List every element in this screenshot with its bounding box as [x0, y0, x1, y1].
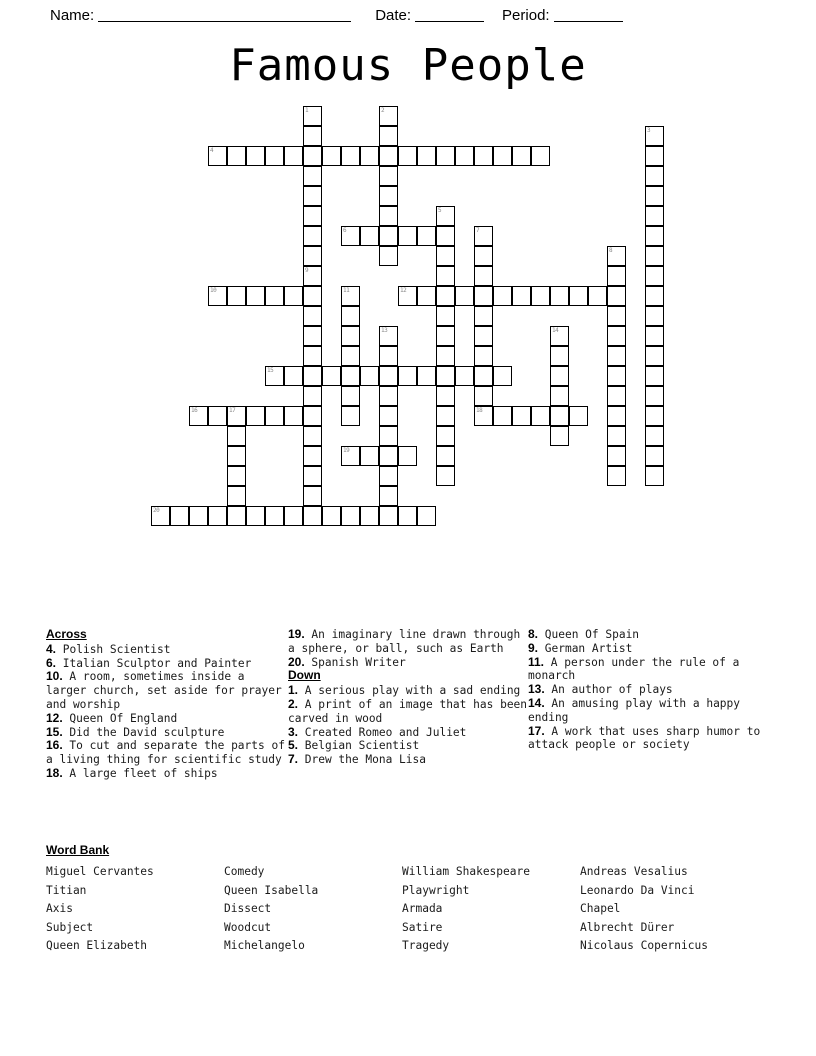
- cell-number: 19: [343, 447, 350, 454]
- crossword-cell[interactable]: [379, 446, 398, 466]
- crossword-cell[interactable]: [436, 306, 455, 326]
- word-bank-item: Dissect: [224, 902, 272, 915]
- crossword-cell[interactable]: [379, 186, 398, 206]
- crossword-cell[interactable]: [436, 406, 455, 426]
- clue-number: 20.: [288, 654, 305, 669]
- crossword-cell[interactable]: [227, 446, 246, 466]
- crossword-cell[interactable]: [645, 306, 664, 326]
- crossword-cell[interactable]: [436, 146, 455, 166]
- crossword-cell[interactable]: [436, 426, 455, 446]
- crossword-cell[interactable]: [607, 446, 626, 466]
- word-bank-item: Woodcut: [224, 920, 272, 934]
- crossword-cell[interactable]: [341, 386, 360, 406]
- crossword-cell[interactable]: [607, 306, 626, 326]
- crossword-cell[interactable]: [265, 506, 284, 526]
- crossword-cell[interactable]: [360, 366, 379, 386]
- crossword-cell[interactable]: [607, 466, 626, 486]
- clue-item: [288, 698, 528, 726]
- across-heading: Across: [46, 627, 87, 641]
- crossword-cell[interactable]: [645, 226, 664, 246]
- crossword-cell[interactable]: [436, 206, 455, 226]
- clues-column-3: [528, 628, 786, 752]
- word-bank-item: Nicolaus Copernicus: [580, 939, 708, 952]
- clue-item: [46, 657, 288, 671]
- word-bank-item: Albrecht Dürer: [580, 920, 675, 934]
- crossword-cell[interactable]: [303, 406, 322, 426]
- crossword-cell[interactable]: [303, 346, 322, 366]
- crossword-cell[interactable]: [208, 506, 227, 526]
- crossword-cell[interactable]: [360, 446, 379, 466]
- cell-number: 20: [153, 507, 160, 514]
- crossword-cell[interactable]: [265, 406, 284, 426]
- crossword-cell[interactable]: [474, 146, 493, 166]
- cell-number: 3: [647, 127, 651, 134]
- period-label: Period:: [502, 6, 550, 24]
- clue-item: [288, 726, 528, 740]
- crossword-cell[interactable]: [550, 426, 569, 446]
- clue-text: A room, sometimes inside a larger church, set aside for prayer and worship: [46, 670, 282, 711]
- crossword-cell[interactable]: [550, 346, 569, 366]
- crossword-cell[interactable]: [303, 366, 322, 386]
- crossword-cell[interactable]: [512, 146, 531, 166]
- crossword-cell[interactable]: [645, 206, 664, 226]
- crossword-cell[interactable]: [645, 166, 664, 186]
- crossword-cell[interactable]: [303, 266, 322, 286]
- crossword-cell[interactable]: [645, 326, 664, 346]
- crossword-cell[interactable]: [246, 286, 265, 306]
- crossword-cell[interactable]: [303, 306, 322, 326]
- clue-number: 9.: [528, 640, 539, 655]
- crossword-cell[interactable]: [379, 506, 398, 526]
- word-bank-item: Tragedy: [402, 939, 450, 952]
- crossword-cell[interactable]: [550, 406, 569, 426]
- clue-number: 6.: [46, 655, 57, 670]
- crossword-cell[interactable]: [379, 386, 398, 406]
- crossword-cell[interactable]: [645, 446, 664, 466]
- crossword-cell[interactable]: [303, 486, 322, 506]
- clue-number: 14.: [528, 695, 545, 710]
- clue-number: 11.: [528, 654, 545, 669]
- crossword-cell[interactable]: [607, 406, 626, 426]
- crossword-cell[interactable]: [417, 506, 436, 526]
- crossword-cell[interactable]: [189, 506, 208, 526]
- crossword-cell[interactable]: [607, 286, 626, 306]
- crossword-cell[interactable]: [512, 406, 531, 426]
- crossword-cell[interactable]: [379, 486, 398, 506]
- clue-number: 12.: [46, 710, 63, 725]
- crossword-cell[interactable]: [379, 206, 398, 226]
- crossword-cell[interactable]: [531, 146, 550, 166]
- clue-item: [528, 683, 786, 697]
- crossword-cell[interactable]: [436, 266, 455, 286]
- crossword-cell[interactable]: [322, 366, 341, 386]
- cell-number: 13: [381, 327, 388, 334]
- crossword-cell[interactable]: [645, 346, 664, 366]
- word-bank-section: [46, 843, 786, 953]
- crossword-cell[interactable]: [379, 406, 398, 426]
- crossword-cell[interactable]: [303, 106, 322, 126]
- cell-number: 15: [267, 367, 274, 374]
- crossword-cell[interactable]: [341, 286, 360, 306]
- cell-number: 12: [400, 287, 407, 294]
- crossword-cell[interactable]: [322, 506, 341, 526]
- word-bank-list: [46, 865, 786, 953]
- crossword-cell[interactable]: [398, 286, 417, 306]
- crossword-cell[interactable]: [379, 126, 398, 146]
- crossword-cell[interactable]: [379, 346, 398, 366]
- crossword-cell[interactable]: [474, 286, 493, 306]
- clue-text: A work that uses sharp humor to attack people or society: [528, 724, 761, 752]
- word-bank-item: Queen Isabella: [224, 883, 319, 897]
- crossword-cell[interactable]: [303, 126, 322, 146]
- word-bank-item: William Shakespeare: [402, 865, 530, 878]
- crossword-cell[interactable]: [189, 406, 208, 426]
- clue-number: 7.: [288, 752, 299, 767]
- clue-number: 13.: [528, 682, 545, 697]
- clue-number: 1.: [288, 683, 299, 698]
- clue-number: 5.: [288, 738, 299, 753]
- crossword-cell[interactable]: [455, 286, 474, 306]
- crossword-cell[interactable]: [341, 306, 360, 326]
- crossword-cell[interactable]: [645, 126, 664, 146]
- clue-text: A serious play with a sad ending: [298, 684, 521, 698]
- crossword-cell[interactable]: [379, 466, 398, 486]
- crossword-cell[interactable]: [607, 246, 626, 266]
- word-bank-item: Andreas Vesalius: [580, 865, 688, 878]
- crossword-cell[interactable]: [303, 446, 322, 466]
- crossword-cell[interactable]: [303, 186, 322, 206]
- cell-number: 1: [305, 107, 309, 114]
- crossword-cell[interactable]: [474, 326, 493, 346]
- crossword-cell[interactable]: [227, 406, 246, 426]
- crossword-cell[interactable]: [379, 246, 398, 266]
- crossword-cell[interactable]: [303, 506, 322, 526]
- crossword-cell[interactable]: [227, 466, 246, 486]
- crossword-cell[interactable]: [607, 426, 626, 446]
- crossword-cell[interactable]: [208, 286, 227, 306]
- date-label: Date:: [375, 6, 412, 24]
- clue-text: Did the David sculpture: [62, 725, 225, 739]
- clue-item: [46, 739, 288, 767]
- crossword-cell[interactable]: [645, 426, 664, 446]
- clue-text: Drew the Mona Lisa: [298, 753, 426, 767]
- clue-item: [46, 726, 288, 740]
- clue-text: Created Romeo and Juliet: [298, 725, 467, 739]
- crossword-cell[interactable]: [303, 286, 322, 306]
- crossword-cell[interactable]: [436, 346, 455, 366]
- clue-item: [288, 628, 528, 656]
- crossword-cell[interactable]: [246, 406, 265, 426]
- cell-number: 17: [229, 407, 236, 414]
- crossword-cell[interactable]: [379, 426, 398, 446]
- clue-number: 18.: [46, 765, 63, 780]
- crossword-cell[interactable]: [303, 166, 322, 186]
- crossword-cell[interactable]: [284, 146, 303, 166]
- crossword-cell[interactable]: [474, 306, 493, 326]
- cell-number: 14: [552, 327, 559, 334]
- crossword-cell[interactable]: [379, 146, 398, 166]
- cell-number: 11: [343, 287, 350, 294]
- crossword-cell[interactable]: [227, 146, 246, 166]
- crossword-cell[interactable]: [379, 226, 398, 246]
- crossword-cell[interactable]: [379, 326, 398, 346]
- crossword-cell[interactable]: [341, 326, 360, 346]
- crossword-cell[interactable]: [645, 186, 664, 206]
- crossword-cell[interactable]: [379, 106, 398, 126]
- crossword-cell[interactable]: [474, 266, 493, 286]
- crossword-cell[interactable]: [645, 366, 664, 386]
- cell-number: 7: [476, 227, 480, 234]
- crossword-cell[interactable]: [493, 406, 512, 426]
- crossword-cell[interactable]: [303, 246, 322, 266]
- clue-number: 17.: [528, 723, 545, 738]
- clue-text: An author of plays: [544, 683, 673, 697]
- crossword-cell[interactable]: [303, 426, 322, 446]
- crossword-cell[interactable]: [398, 226, 417, 246]
- crossword-cell[interactable]: [284, 286, 303, 306]
- crossword-cell[interactable]: [341, 506, 360, 526]
- crossword-cell[interactable]: [265, 146, 284, 166]
- clue-item: [528, 642, 786, 656]
- cell-number: 8: [609, 247, 613, 254]
- word-bank-item: Michelangelo: [224, 939, 305, 952]
- clue-text: An amusing play with a happy ending: [528, 696, 741, 724]
- crossword-cell[interactable]: [151, 506, 170, 526]
- crossword-cell[interactable]: [474, 346, 493, 366]
- crossword-cell[interactable]: [455, 366, 474, 386]
- crossword-cell[interactable]: [398, 366, 417, 386]
- crossword-cell[interactable]: [417, 146, 436, 166]
- crossword-cell[interactable]: [341, 146, 360, 166]
- crossword-cell[interactable]: [246, 146, 265, 166]
- clue-number: 4.: [46, 641, 57, 656]
- crossword-cell[interactable]: [645, 246, 664, 266]
- clue-text: A person under the rule of a monarch: [528, 655, 740, 683]
- clues-column-1: [46, 628, 288, 781]
- crossword-cell[interactable]: [360, 506, 379, 526]
- crossword-cell[interactable]: [607, 346, 626, 366]
- crossword-cell[interactable]: [360, 146, 379, 166]
- cell-number: 6: [343, 227, 347, 234]
- clue-text: Queen Of Spain: [538, 628, 640, 641]
- cell-number: 18: [476, 407, 483, 414]
- clue-number: 15.: [46, 724, 63, 739]
- crossword-cell[interactable]: [360, 226, 379, 246]
- word-bank-item: Playwright: [402, 883, 470, 897]
- crossword-cell[interactable]: [436, 446, 455, 466]
- clues-section: [46, 628, 786, 781]
- clue-text: Belgian Scientist: [298, 739, 420, 753]
- crossword-cell[interactable]: [474, 246, 493, 266]
- clue-number: 3.: [288, 724, 299, 739]
- crossword-cell[interactable]: [645, 386, 664, 406]
- word-bank-item: Miguel Cervantes: [46, 865, 154, 878]
- crossword-cell[interactable]: [303, 326, 322, 346]
- word-bank-item: Axis: [46, 902, 73, 915]
- clue-text: Italian Sculptor and Painter: [56, 656, 252, 670]
- crossword-cell[interactable]: [474, 386, 493, 406]
- crossword-cell[interactable]: [474, 366, 493, 386]
- crossword-cell[interactable]: [645, 266, 664, 286]
- crossword-cell[interactable]: [436, 326, 455, 346]
- crossword-cell[interactable]: [588, 286, 607, 306]
- clue-text: German Artist: [538, 641, 633, 655]
- crossword-cell[interactable]: [474, 226, 493, 246]
- page-title: Famous People: [229, 40, 587, 91]
- clue-number: 8.: [528, 627, 539, 641]
- crossword-cell[interactable]: [493, 366, 512, 386]
- clue-item: [288, 684, 528, 698]
- crossword-cell[interactable]: [645, 146, 664, 166]
- clue-item: [46, 767, 288, 781]
- word-bank-item: Leonardo Da Vinci: [580, 883, 695, 897]
- crossword-cell[interactable]: [227, 486, 246, 506]
- crossword-cell[interactable]: [208, 146, 227, 166]
- crossword-cell[interactable]: [436, 386, 455, 406]
- crossword-cell[interactable]: [303, 226, 322, 246]
- crossword-cell[interactable]: [417, 226, 436, 246]
- crossword-cell[interactable]: [341, 346, 360, 366]
- crossword-cell[interactable]: [645, 406, 664, 426]
- crossword-cell[interactable]: [227, 426, 246, 446]
- clue-number: 16.: [46, 738, 63, 753]
- crossword-cell[interactable]: [341, 446, 360, 466]
- crossword-cell[interactable]: [303, 206, 322, 226]
- crossword-cell[interactable]: [284, 506, 303, 526]
- clue-text: Polish Scientist: [56, 642, 171, 656]
- crossword-cell[interactable]: [417, 366, 436, 386]
- crossword-cell[interactable]: [322, 146, 341, 166]
- cell-number: 9: [305, 267, 309, 274]
- crossword-cell[interactable]: [531, 286, 550, 306]
- clue-text: Queen Of England: [62, 711, 178, 725]
- crossword-cell[interactable]: [208, 406, 227, 426]
- crossword-cell[interactable]: [569, 286, 588, 306]
- crossword-cell[interactable]: [398, 506, 417, 526]
- cell-number: 10: [210, 287, 217, 294]
- crossword-cell[interactable]: [265, 366, 284, 386]
- crossword-cell[interactable]: [436, 226, 455, 246]
- clues-column-2: [288, 628, 528, 767]
- clue-number: 10.: [46, 669, 63, 684]
- clue-item: [288, 739, 528, 753]
- crossword-cell[interactable]: [493, 286, 512, 306]
- crossword-cell[interactable]: [607, 326, 626, 346]
- clue-item: [528, 628, 786, 642]
- crossword-cell[interactable]: [493, 146, 512, 166]
- clue-number: 19.: [288, 627, 305, 641]
- crossword-cell[interactable]: [569, 406, 588, 426]
- clue-item: [528, 725, 786, 753]
- crossword-cell[interactable]: [645, 466, 664, 486]
- crossword-cell[interactable]: [512, 286, 531, 306]
- crossword-cell[interactable]: [550, 286, 569, 306]
- clue-text: An imaginary line drawn through a sphere, or ball, such as Earth: [288, 628, 521, 655]
- crossword-cell[interactable]: [436, 366, 455, 386]
- clue-item: [288, 753, 528, 767]
- crossword-cell[interactable]: [284, 366, 303, 386]
- clue-text: To cut and separate the parts of a living thing for scientific study: [46, 739, 285, 767]
- clue-item: [288, 656, 528, 670]
- word-bank-item: Satire: [402, 920, 443, 934]
- crossword-cell[interactable]: [550, 326, 569, 346]
- crossword-cell[interactable]: [303, 466, 322, 486]
- crossword-cell[interactable]: [341, 226, 360, 246]
- cell-number: 4: [210, 147, 214, 154]
- crossword-cell[interactable]: [341, 406, 360, 426]
- clue-item: [46, 643, 288, 657]
- cell-number: 2: [381, 107, 385, 114]
- cell-number: 16: [191, 407, 198, 414]
- crossword-cell[interactable]: [607, 386, 626, 406]
- clue-number: 2.: [288, 696, 299, 711]
- crossword-cell[interactable]: [398, 146, 417, 166]
- crossword-cell[interactable]: [246, 506, 265, 526]
- clue-item: [528, 697, 786, 725]
- word-bank-item: Queen Elizabeth: [46, 939, 148, 952]
- crossword-cell[interactable]: [341, 366, 360, 386]
- crossword-cell[interactable]: [436, 286, 455, 306]
- clue-text: Spanish Writer: [304, 655, 406, 669]
- crossword-cell[interactable]: [303, 386, 322, 406]
- word-bank-item: Subject: [46, 920, 94, 934]
- crossword-cell[interactable]: [531, 406, 550, 426]
- crossword-cell[interactable]: [455, 146, 474, 166]
- clue-item: [46, 670, 288, 711]
- clue-text: A large fleet of ships: [62, 766, 218, 780]
- crossword-cell[interactable]: [265, 286, 284, 306]
- clue-item: [46, 712, 288, 726]
- crossword-cell[interactable]: [170, 506, 189, 526]
- crossword-cell[interactable]: [436, 246, 455, 266]
- crossword-cell[interactable]: [607, 266, 626, 286]
- cell-number: 5: [438, 207, 442, 214]
- crossword-cell[interactable]: [417, 286, 436, 306]
- crossword-cell[interactable]: [550, 386, 569, 406]
- crossword-cell[interactable]: [398, 446, 417, 466]
- word-bank-item: Armada: [402, 902, 443, 915]
- word-bank-item: Chapel: [580, 902, 621, 915]
- crossword-cell[interactable]: [303, 146, 322, 166]
- crossword-cell[interactable]: [550, 366, 569, 386]
- crossword-cell[interactable]: [379, 166, 398, 186]
- crossword-cell[interactable]: [474, 406, 493, 426]
- word-bank-item: Titian: [46, 883, 87, 897]
- down-heading: Down: [288, 668, 321, 683]
- clue-text: A print of an image that has been carved in wood: [288, 697, 528, 725]
- word-bank-heading: Word Bank: [46, 843, 110, 857]
- crossword-cell[interactable]: [379, 366, 398, 386]
- name-label: Name:: [50, 6, 95, 24]
- crossword-cell[interactable]: [227, 286, 246, 306]
- crossword-cell[interactable]: [284, 406, 303, 426]
- clue-item: [528, 656, 786, 684]
- word-bank-item: Comedy: [224, 865, 265, 878]
- crossword-cell[interactable]: [645, 286, 664, 306]
- crossword-cell[interactable]: [607, 366, 626, 386]
- crossword-cell[interactable]: [227, 506, 246, 526]
- crossword-cell[interactable]: [436, 466, 455, 486]
